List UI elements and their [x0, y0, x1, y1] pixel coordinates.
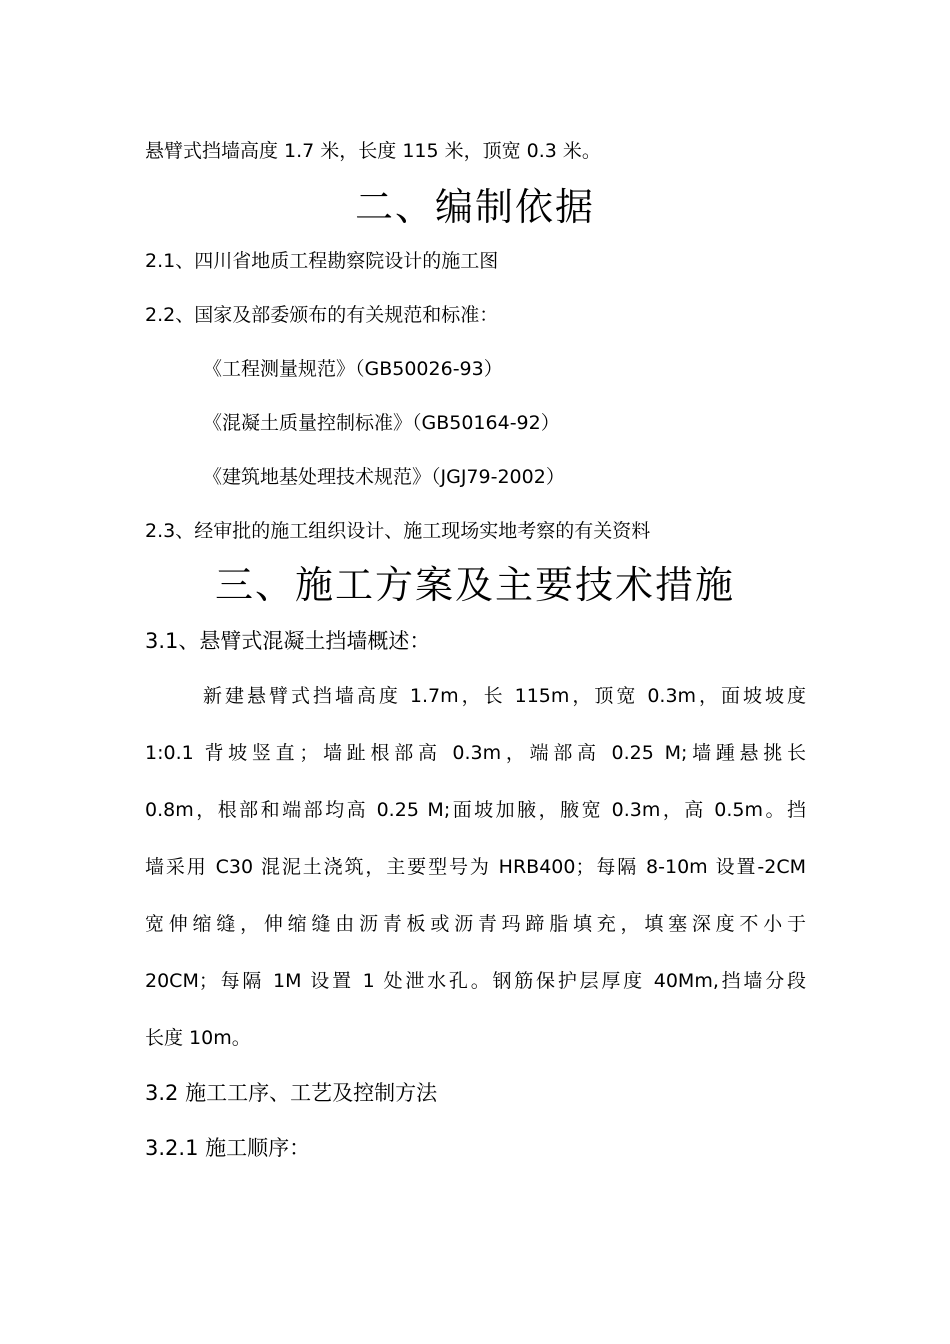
standard-item: 《建筑地基处理技术规范》（JGJ79-2002） [203, 466, 565, 488]
intro-line: 悬臂式挡墙高度 1.7 米，长度 115 米，顶宽 0.3 米。 [145, 140, 601, 162]
paragraph-line: 0.8m，根部和端部均高 0.25 M;面坡加腋，腋宽 0.3m，高 0.5m。挡 [145, 799, 806, 821]
paragraph-line: 20CM；每隔 1M 设置 1 处泄水孔。钢筋保护层厚度 40Mm,挡墙分段 [145, 970, 806, 992]
section-3-heading: 三、施工方案及主要技术措施 [214, 563, 735, 607]
paragraph-line: 1:0.1 背坡竖直；墙趾根部高 0.3m，端部高 0.25 M;墙踵悬挑长 [145, 742, 806, 764]
paragraph-line: 宽伸缩缝，伸缩缝由沥青板或沥青玛蹄脂填充，填塞深度不小于 [145, 913, 806, 935]
paragraph-line: 长度 10m。 [145, 1027, 251, 1049]
standard-item: 《混凝土质量控制标准》（GB50164-92） [203, 412, 560, 434]
item-2-1: 2.1、四川省地质工程勘察院设计的施工图 [145, 250, 499, 272]
item-2-2: 2.2、国家及部委颁布的有关规范和标准： [145, 304, 499, 326]
section-2-heading: 二、编制依据 [354, 185, 595, 229]
item-2-3: 2.3、经审批的施工组织设计、施工现场实地考察的有关资料 [145, 520, 651, 542]
sub-3-2-1-heading: 3.2.1 施工顺序： [145, 1136, 311, 1160]
sub-3-2-heading: 3.2 施工工序、工艺及控制方法 [145, 1081, 438, 1105]
paragraph-line: 墙采用 C30 混泥土浇筑，主要型号为 HRB400；每隔 8-10m 设置-2CM [145, 856, 806, 878]
paragraph-line: 新建悬臂式挡墙高度 1.7m，长 115m，顶宽 0.3m，面坡坡度 [203, 685, 806, 707]
sub-3-1-heading: 3.1、悬臂式混凝土挡墙概述： [145, 629, 431, 653]
standard-item: 《工程测量规范》（GB50026-93） [203, 358, 503, 380]
